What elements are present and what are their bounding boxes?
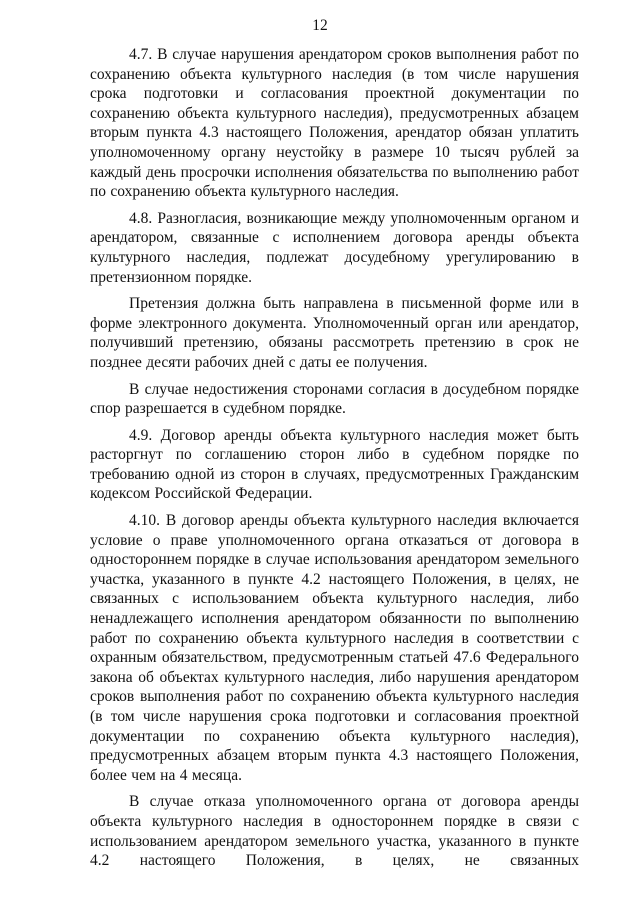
paragraph-court: В случае недостижения сторонами согласия в досудебном порядке спор разрешается в судебном порядке.	[90, 380, 579, 418]
paragraph-4-9: 4.9. Договор аренды объекта культурного наследия может быть расторгнут по соглашению сторон либо в судебном порядке по требованию одной из сторон в случаях, предусмотренных Гражданским кодексом Российской Федерации.	[90, 426, 579, 503]
paragraph-refusal: В случае отказа уполномоченного органа от договора аренды объекта культурного наследия в одностороннем порядке в связи с использованием арендатором земельного участка, указанного в пункте 4.2 настоящего Положения, в целях, не связанных	[90, 793, 579, 870]
document-body	[90, 45, 579, 878]
paragraph-4-10: 4.10. В договор аренды объекта культурного наследия включается условие о праве уполномоченного органа отказаться от договора в одностороннем порядке в случае использования арендатором земельного участка, указанного в пункте 4.2 настоящего Положения, в целях, не связанных с использованием объекта культурного наследия, либо ненадлежащего исполнения арендатором обязанности по выполнению работ по сохранению объекта культурного наследия в соответствии с охранным обязательством, предусмотренным статьей 47.6 Федерального закона об объектах культурного наследия, либо нарушения арендатором сроков выполнения работ по сохранению объекта культурного наследия (в том числе нарушения срока подготовки и согласования проектной документации по сохранению объекта культурного наследия), предусмотренных абзацем вторым пункта 4.3 настоящего Положения, более чем на 4 месяца.	[90, 512, 579, 784]
paragraph-4-7: 4.7. В случае нарушения арендатором сроков выполнения работ по сохранению объекта культурного наследия (в том числе нарушения срока подготовки и согласования проектной документации по сохранению объекта культурного наследия), предусмотренных абзацем вторым пункта 4.3 настоящего Положения, арендатор обязан уплатить уполномоченному органу неустойку в размере 10 тысяч рублей за каждый день просрочки исполнения обязательства по выполнению работ по сохранению объекта культурного наследия.	[90, 46, 579, 201]
paragraph-claim: Претензия должна быть направлена в письменной форме или в форме электронного документа. Уполномоченный орган или арендатор, получивший претензию, обязаны рассмотреть претензию в срок не позднее десяти рабочих дней с даты ее получения.	[90, 295, 579, 371]
page-number: 12	[312, 17, 328, 34]
paragraph-4-8: 4.8. Разногласия, возникающие между уполномоченным органом и арендатором, связанные с исполнением договора аренды объекта культурного наследия, подлежат досудебному урегулированию в претензионном порядке.	[90, 209, 579, 286]
